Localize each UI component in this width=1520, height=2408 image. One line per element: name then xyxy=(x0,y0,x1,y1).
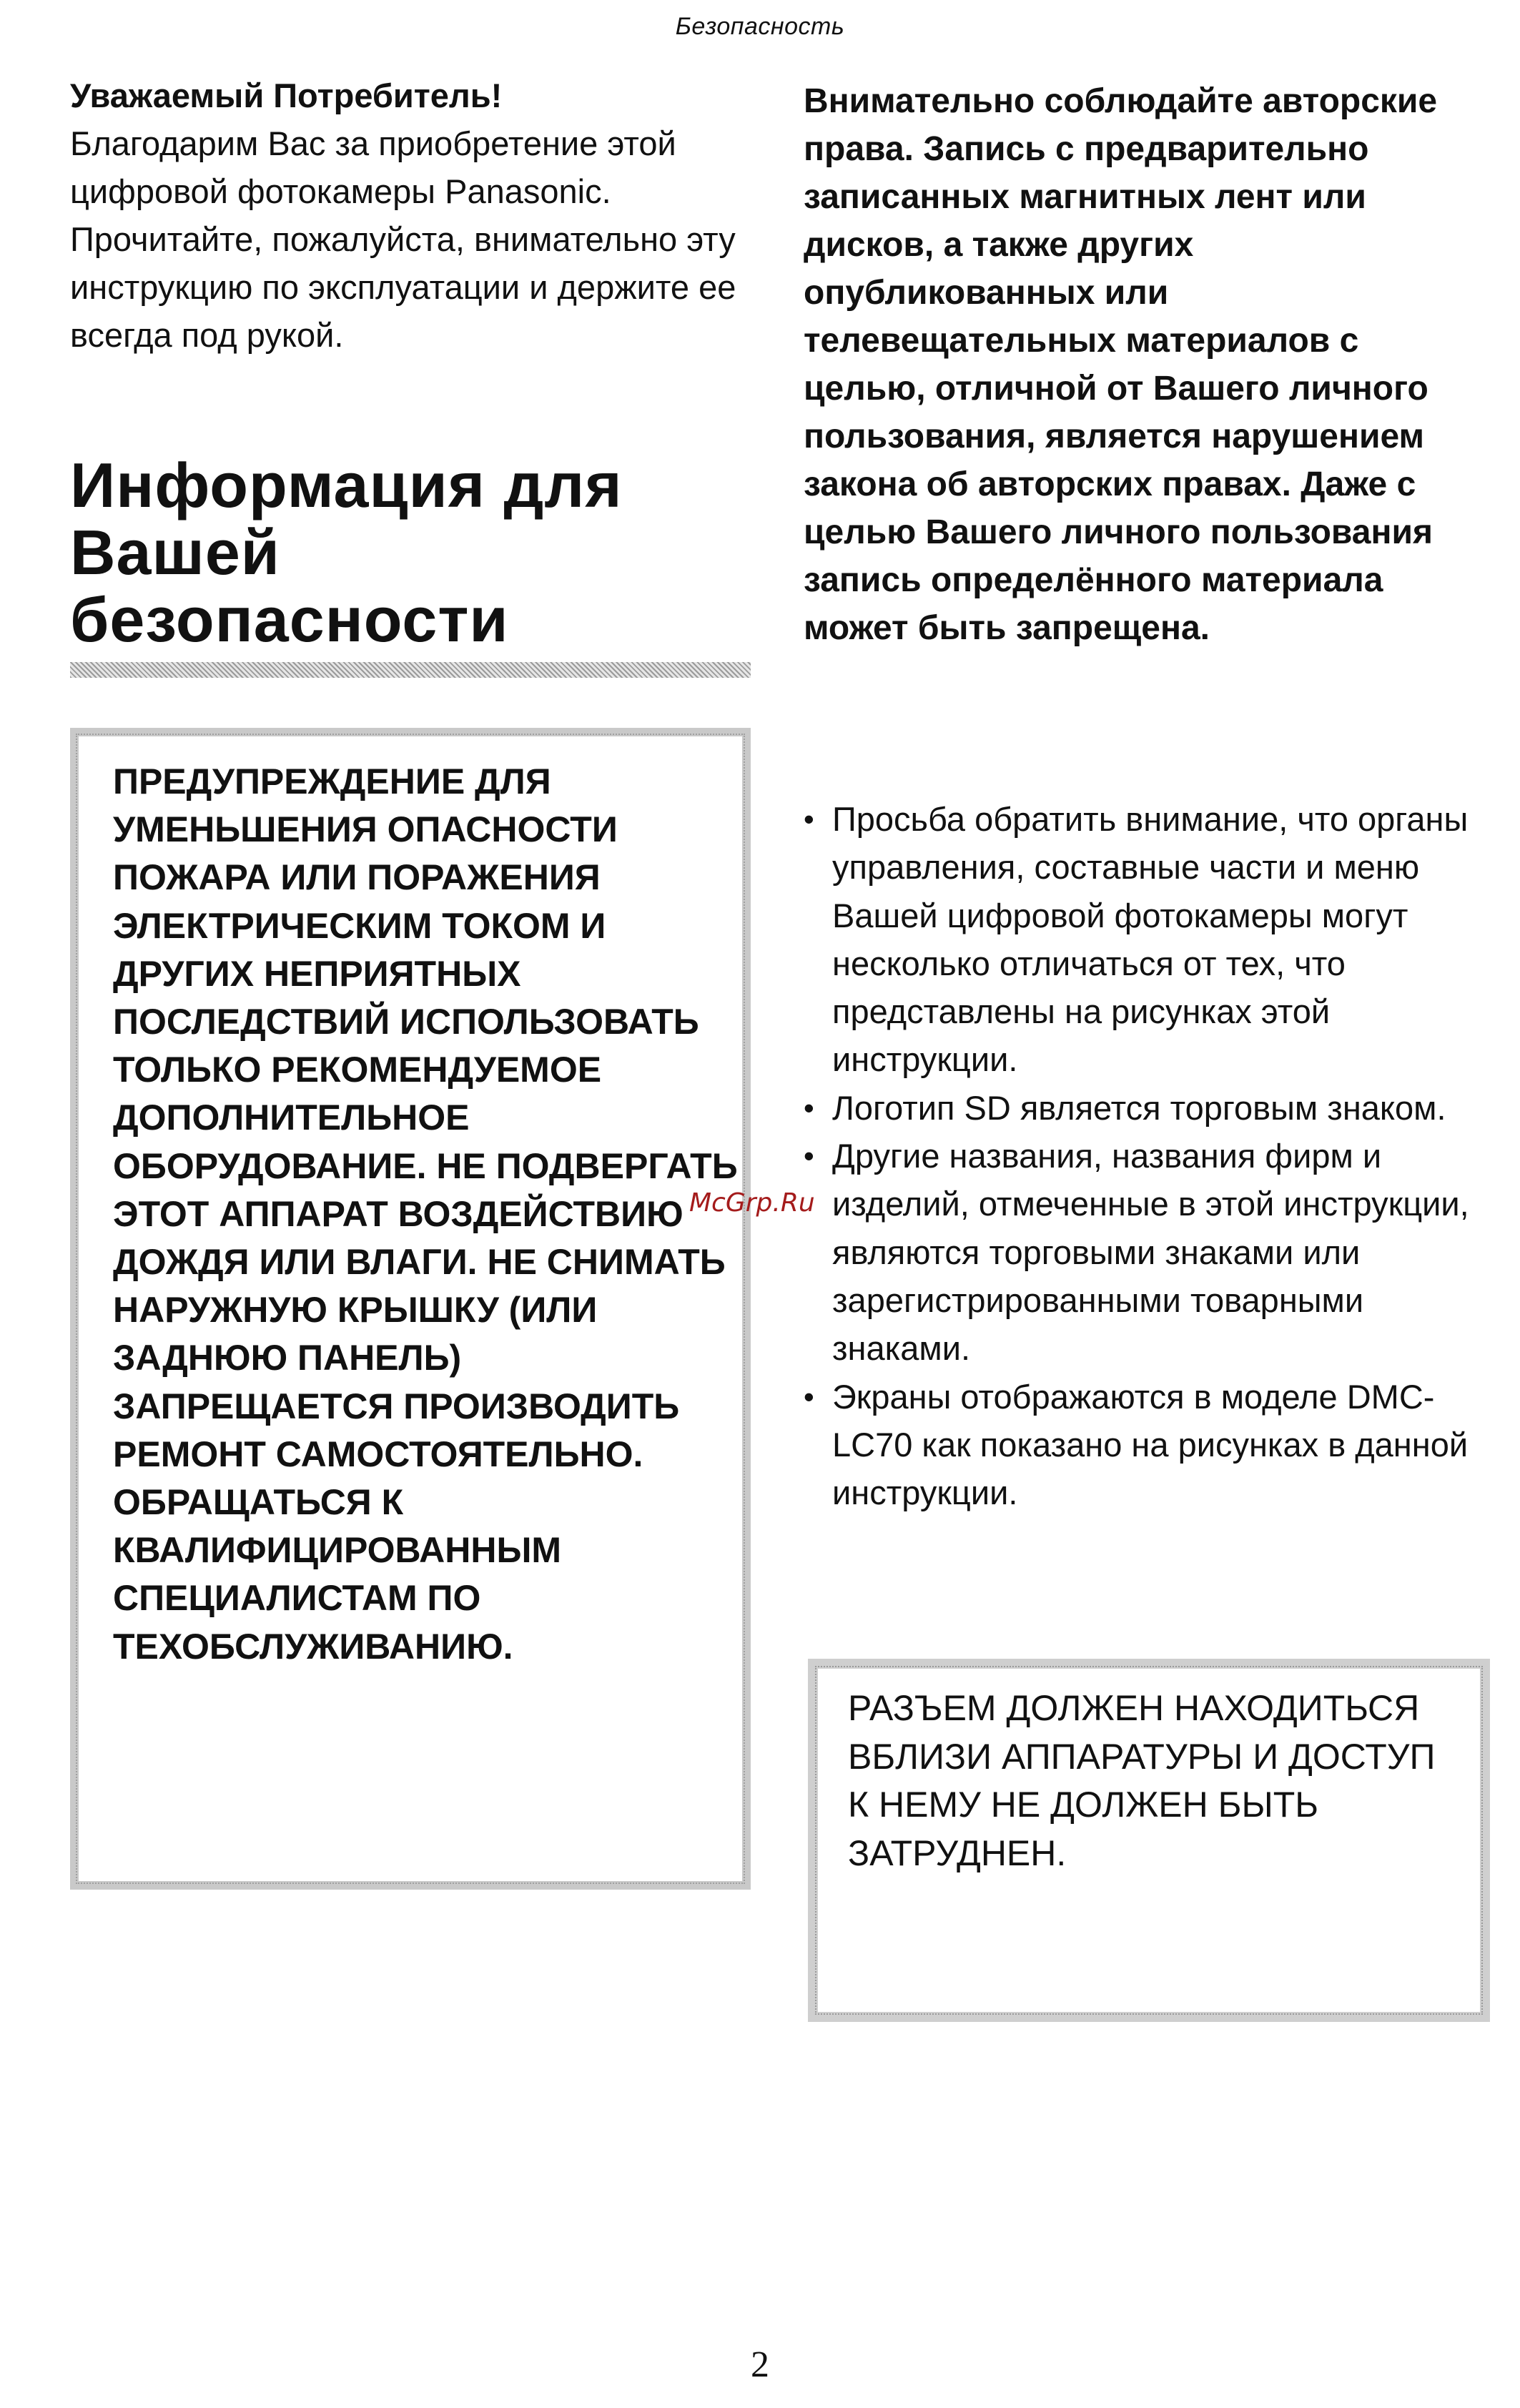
section-heading-line3: безопасности xyxy=(70,584,509,655)
bullet-icon: • xyxy=(804,1379,814,1413)
warning-box xyxy=(70,728,751,1890)
note-text: Другие названия, названия фирм и изделий, отмеченные в этой инструкции, являются торговыми знаками или зарегистрированными товарными знаками. xyxy=(832,1137,1469,1368)
notes-list xyxy=(804,795,1490,1516)
section-heading-line1: Информация для xyxy=(70,450,623,520)
bullet-icon: • xyxy=(804,802,814,836)
greeting-body: Благодарим Вас за приобретение этой цифровой фотокамеры Panasonic. Прочитайте, пожалуйста, внимательно эту инструкцию по эксплуатации и держите ее всегда под рукой. xyxy=(70,124,736,354)
list-item xyxy=(804,1373,1490,1517)
section-heading-line2: Вашей xyxy=(70,517,280,588)
socket-notice-text: РАЗЪЕМ ДОЛЖЕН НАХОДИТЬСЯ ВБЛИЗИ АППАРАТУРЫ И ДОСТУП К НЕМУ НЕ ДОЛЖЕН БЫТЬ ЗАТРУДНЕН. xyxy=(848,1688,1436,1873)
socket-notice-box xyxy=(808,1659,1490,2022)
warning-text: ПРЕДУПРЕЖДЕНИЕ ДЛЯ УМЕНЬШЕНИЯ ОПАСНОСТИ ПОЖАРА ИЛИ ПОРАЖЕНИЯ ЭЛЕКТРИЧЕСКИМ ТОКОМ И ДРУГИХ НЕПРИЯТНЫХ ПОСЛЕДСТВИЙ ИСПОЛЬЗОВАТЬ ТОЛЬКО РЕКОМЕНДУЕМОЕ ДОПОЛНИТЕЛЬНОЕ ОБОРУДОВАНИЕ. НЕ ПОДВЕРГАТЬ ЭТОТ АППАРАТ ВОЗДЕЙСТВИЮ ДОЖДЯ ИЛИ ВЛАГИ. НЕ СНИМАТЬ НАРУЖНУЮ КРЫШКУ (ИЛИ ЗАДНЮЮ ПАНЕЛЬ) ЗАПРЕЩАЕТСЯ ПРОИЗВОДИТЬ РЕМОНТ САМОСТОЯТЕЛЬНО. ОБРАЩАТЬСЯ К КВАЛИФИЦИРОВАННЫМ СПЕЦИАЛИСТАМ ПО ТЕХОБСЛУЖИВАНИЮ. xyxy=(113,761,738,1667)
list-item xyxy=(804,795,1490,1084)
list-item xyxy=(804,1132,1490,1372)
note-text: Экраны отображаются в моделе DMC-LC70 как показано на рисунках в данной инструкции. xyxy=(832,1377,1469,1512)
list-item xyxy=(804,1084,1490,1132)
running-header: Безопасность xyxy=(675,13,845,40)
heading-divider xyxy=(70,662,751,678)
note-text: Просьба обратить внимание, что органы управления, составные части и меню Вашей цифровой фотокамеры могут несколько отличаться от тех, что представлены на рисунках этой инструкции. xyxy=(832,800,1469,1079)
page-number: 2 xyxy=(751,2344,769,2385)
bullet-icon: • xyxy=(804,1090,814,1125)
watermark: McGrp.Ru xyxy=(689,1188,815,1218)
note-text: Логотип SD является торговым знаком. xyxy=(832,1088,1446,1127)
right-column xyxy=(804,77,1490,1873)
greeting-title: Уважаемый Потребитель! xyxy=(70,77,503,114)
section-heading xyxy=(70,452,756,653)
bullet-icon: • xyxy=(804,1139,814,1173)
copyright-notice: Внимательно соблюдайте авторские права. Запись с предварительно записанных магнитных лент или дисков, а также других опубликованных или телевещательных материалов с целью, отличной от Вашего личного пользования, является нарушением закона об авторских правах. Даже с целью Вашего личного пользования запись определённого материала может быть запрещена. xyxy=(804,82,1438,647)
